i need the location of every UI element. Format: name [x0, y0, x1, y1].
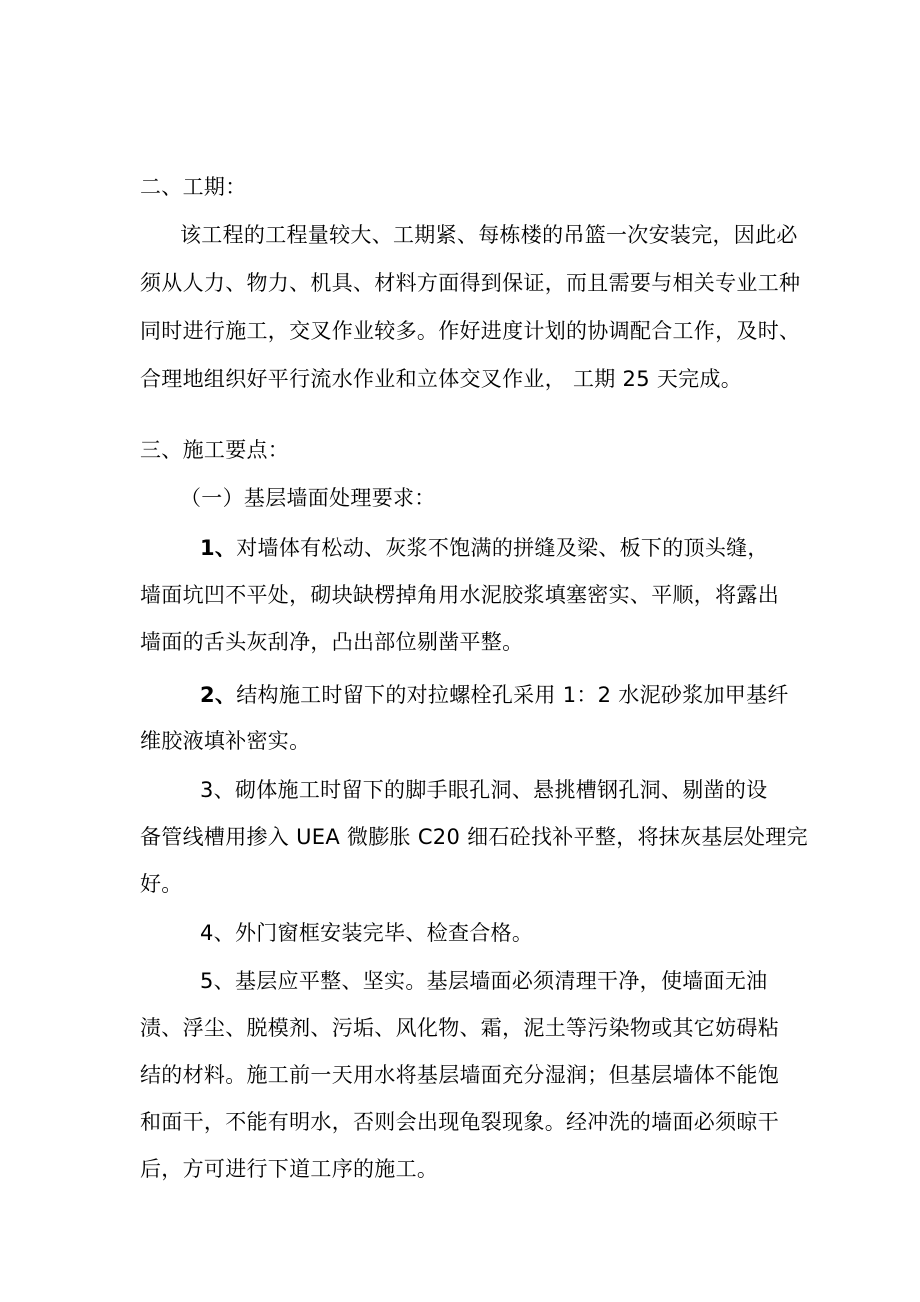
paragraph-line: 须从人力、物力、机具、材料方面得到保证，而且需要与相关专业工种	[140, 271, 801, 295]
paragraph-line: 墙面的舌头灰刮净，凸出部位剔凿平整。	[140, 630, 524, 654]
paragraph-line: 该工程的工程量较大、工期紧、每栋楼的吊篮一次安装完，因此必	[180, 223, 798, 247]
paragraph-line: 结的材料。施工前一天用水将基层墙面充分湿润；但基层墙体不能饱	[140, 1063, 779, 1087]
section-heading-schedule: 二、工期：	[140, 175, 247, 199]
list-item-number: 2、	[200, 683, 237, 707]
paragraph-line: 备管线槽用掺入 UEA 微膨胀 C20 细石砼找补平整，将抹灰基层处理完	[140, 825, 808, 849]
list-item-1-first-line	[200, 533, 860, 563]
paragraph-line: 合理地组织好平行流水作业和立体交叉作业， 工期 25 天完成。	[140, 367, 743, 391]
paragraph-line: 好。	[140, 872, 183, 896]
list-item-number: 1、	[200, 536, 237, 560]
list-item-4: 4、外门窗框安装完毕、检查合格。	[200, 921, 534, 945]
list-item-2-first-line	[200, 680, 860, 710]
paragraph-line: 后，方可进行下道工序的施工。	[140, 1157, 439, 1181]
paragraph-line: 和面干，不能有明水，否则会出现龟裂现象。经冲洗的墙面必须晾干	[140, 1110, 779, 1134]
section-heading-construction-points: 三、施工要点：	[140, 438, 290, 462]
paragraph-line: 渍、浮尘、脱模剂、污垢、风化物、霜，泥土等污染物或其它妨碍粘	[140, 1016, 779, 1040]
list-item-5-first-line: 5、基层应平整、坚实。基层墙面必须清理干净，使墙面无油	[200, 969, 768, 993]
list-item-text: 对墙体有松动、灰浆不饱满的拼缝及梁、板下的顶头缝，	[236, 536, 769, 560]
subsection-heading-base-wall: （一）基层墙面处理要求：	[180, 486, 436, 510]
list-item-text: 结构施工时留下的对拉螺栓孔采用 1：2 水泥砂浆加甲基纤	[236, 683, 789, 707]
paragraph-line: 同时进行施工，交叉作业较多。作好进度计划的协调配合工作，及时、	[140, 319, 801, 343]
paragraph-line: 维胶液填补密实。	[140, 729, 311, 753]
paragraph-line: 墙面坑凹不平处，砌块缺楞掉角用水泥胶浆填塞密实、平顺，将露出	[140, 583, 779, 607]
list-item-3-first-line: 3、砌体施工时留下的脚手眼孔洞、悬挑槽钢孔洞、剔凿的设	[200, 778, 768, 802]
